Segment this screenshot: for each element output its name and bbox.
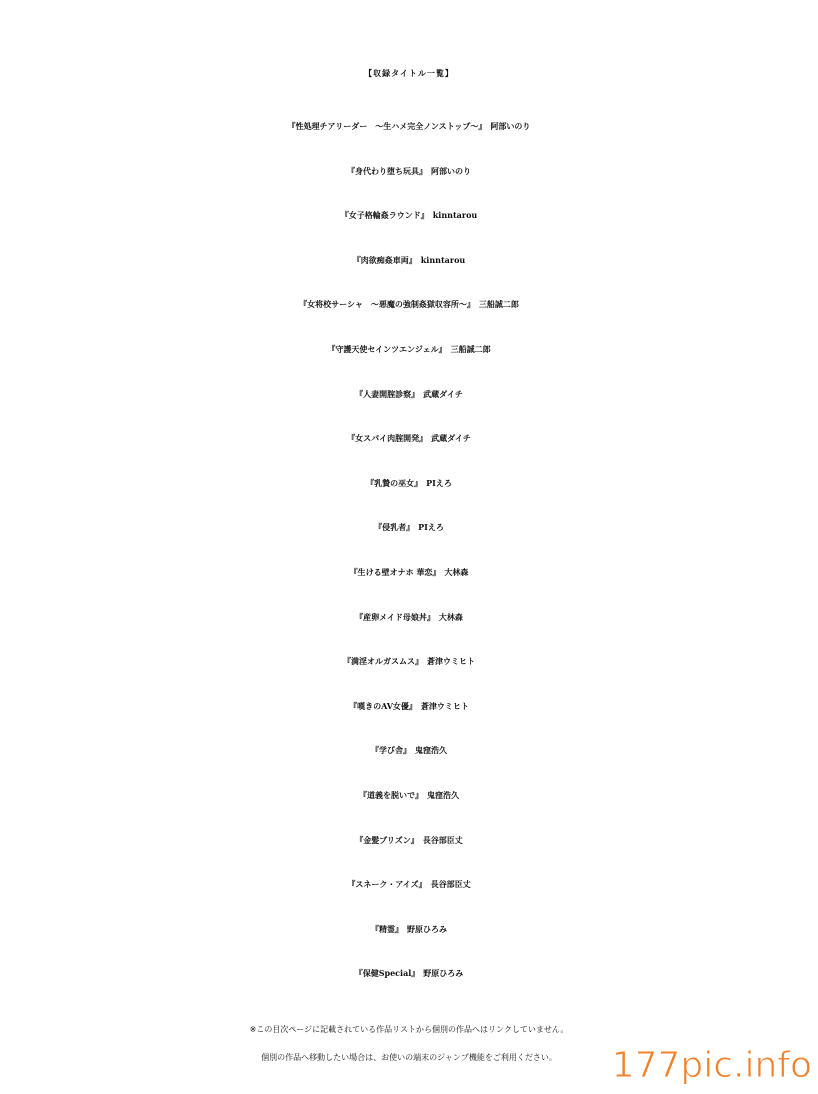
author-name: kinntarou [432,210,478,221]
title-list-item [0,550,818,595]
work-title: 『女子格輪姦ラウンド』 [340,210,429,221]
work-title: 『肉欲痴姦車両』 [352,254,417,265]
title-list-item [0,327,818,372]
author-name: 野原ひろみ [407,923,447,934]
author-name: 大林森 [438,611,463,622]
work-title: 『人妻開腟診察』 [355,388,420,399]
author-name: 大林森 [444,566,469,577]
author-name: 鬼窪浩久 [415,745,447,756]
author-name: 長谷部臣丈 [430,879,471,890]
title-list-item [0,372,818,417]
author-name: 三船誠二郎 [478,299,519,310]
author-name: 三船誠二郎 [450,343,491,354]
title-list-item [0,907,818,952]
author-name: 阿部いのり [431,165,471,176]
author-name: 蒼津ウミヒト [420,700,469,711]
author-name: 阿部いのり [490,121,531,131]
title-list-item [0,149,818,194]
author-name: kinntarou [420,254,466,265]
title-list-item [0,862,818,907]
work-title: 『学び舎』 [371,745,411,756]
author-name: 野原ひろみ [423,968,464,979]
work-title: 『嘆きのAV女優』 [349,700,417,711]
title-list-item [0,728,818,773]
work-title: 『金髪プリズン』 [355,834,419,845]
work-title: 『女将校サーシャ 〜悪魔の強制姦獄収容所〜』 [299,299,475,310]
work-title: 『道義を脱いで』 [359,789,423,800]
title-list-item [0,193,818,238]
work-title: 『産卵メイド母娘丼』 [355,611,435,622]
title-list [0,104,818,996]
title-list-item [0,416,818,461]
title-list-item [0,595,818,640]
work-title: 『守護天使セインツエンジェル』 [327,343,447,354]
author-name: PIえろ [426,477,452,488]
title-list-item [0,461,818,506]
author-name: 鬼窪浩久 [427,789,459,800]
work-title: 『侵乳者』 [374,522,415,533]
title-list-item [0,818,818,863]
work-title: 『性処理チアリーダー 〜生ハメ完全ノンストップ〜』 [287,121,487,131]
author-name: 蒼津ウミヒト [427,656,475,667]
title-list-item [0,282,818,327]
page-title: 【収録タイトル一覧】 [364,68,454,79]
title-list-item [0,505,818,550]
title-list-item [0,639,818,684]
title-list-item [0,104,818,149]
author-name: PIえろ [418,522,444,533]
title-list-item [0,684,818,729]
work-title: 『スネーク・アイズ』 [347,879,427,890]
site-watermark: 177pic.info [611,1045,812,1086]
work-title: 『保健Special』 [354,968,420,979]
notice-line-1: ※この目次ページに記載されている作品リストから個別の作品へはリンクしていません。 [249,1025,569,1034]
title-list-item [0,773,818,818]
work-title: 『満淫オルガスムス』 [343,656,423,667]
author-name: 武蔵ダイチ [431,433,471,444]
title-list-item [0,951,818,996]
work-title: 『精霊』 [371,923,403,934]
work-title: 『乳贄の巫女』 [366,477,423,488]
title-list-item [0,238,818,283]
notice-line-2: 個別の作品へ移動したい場合は、お使いの端末のジャンプ機能をご利用ください。 [261,1053,557,1062]
work-title: 『身代わり堕ち玩具』 [347,165,427,176]
work-title: 『生ける壁オナホ 華恋』 [349,566,441,577]
work-title: 『女スパイ肉腟開発』 [347,433,428,444]
author-name: 武蔵ダイチ [423,388,463,399]
author-name: 長谷部臣丈 [422,834,463,845]
